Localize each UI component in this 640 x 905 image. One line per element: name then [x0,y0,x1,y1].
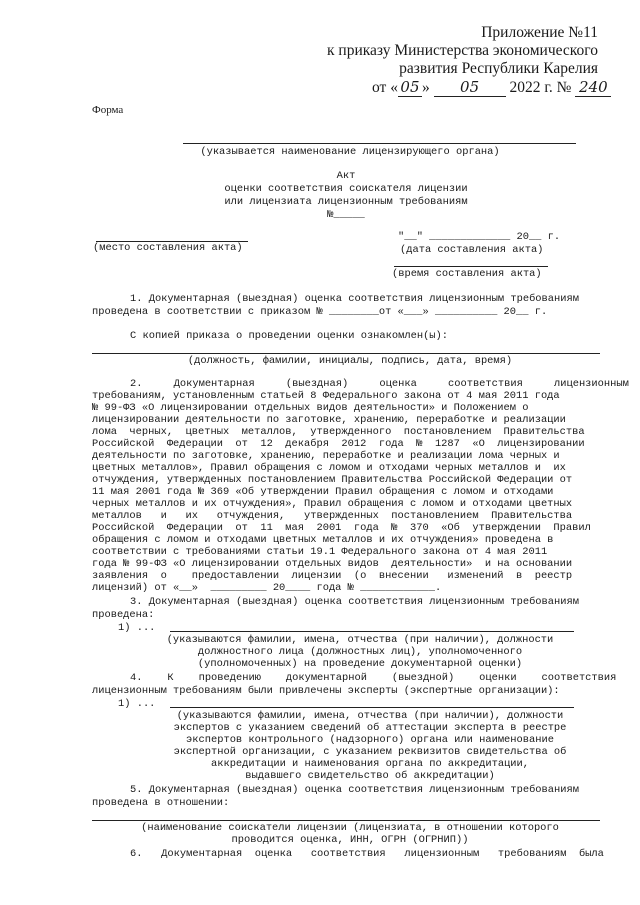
para1-line1: 1. Документарная (выездная) оценка соответствия лицензионным требованиям [130,293,579,305]
para2-line: отчуждения, утвержденных постановлением Правительства Российской Федерации от [92,474,573,486]
para2-line: цветных металлов», Правил обращения с ломом и отходами черных металлов и их [92,462,566,474]
para4-caption-6: выдавшего свидетельство об аккредитации) [245,770,495,782]
time-caption: (время составления акта) [392,268,542,280]
para4-line2: лицензионным требованиям были привлечены эксперты (экспертные организации): [92,685,560,697]
para3-item: 1) ... [118,622,156,634]
para4-line1: 4. К проведению документарной (выездной) оценки соответствия [130,672,617,684]
para4-caption-3: экспертов контрольного (надзорного) органа или наименование [186,734,554,746]
appendix-number: Приложение №11 [481,24,598,41]
para4-fill-line [170,707,574,708]
para2-line: заявления о предоставлении лицензии (о внесении изменений в реестр [92,570,573,582]
para5-fill-line [92,820,600,821]
para2-line: 2. Документарная (выездная) оценка соответствия лицензионным [130,378,629,390]
organ-line [183,143,576,144]
para4-caption-5: аккредитации и наименования органа по аккредитации, [210,758,529,770]
para2-line: соответствии с требованиями статьи 19.1 Федерального закона от 4 мая 2011 [92,546,548,558]
date-year: 2022 г. № [509,79,572,96]
para1-line2: проведена в соответствии с приказом № ________от «___» __________ 20__ г. [92,306,548,318]
para5-caption-2: проводится оценка, ИНН, ОГРН (ОГРНИП)) [231,834,469,846]
para3-caption-2: должностного лица (должностных лиц), уполномоченного [197,646,523,658]
para4-caption-4: экспертной организации, с указанием реквизитов свидетельства об [173,746,567,758]
para2-block [92,378,629,594]
acquainted-line [92,353,600,354]
para2-line: черных металлов и их отчуждения», Правил обращения с ломом и отходами цветных [92,498,573,510]
para4-caption-2: экспертов с указанием сведений об аттестации эксперта в реестре [173,722,567,734]
para3-caption-1: (указываются фамилии, имена, отчества (при наличии), должности [166,634,554,646]
para5-line1: 5. Документарная (выездная) оценка соответствия лицензионным требованиям [130,784,579,796]
para2-line: обращения с ломом и отходами цветных металлов и их отчуждения» проведена в [92,534,554,546]
acquainted-text: С копией приказа о проведении оценки ознакомлен(ы): [130,330,449,342]
date-day: 05 [398,78,422,97]
para2-line: Российской Федерации от 11 мая 2001 года № 370 «Об утверждении Правил [92,522,591,534]
para4-item: 1) ... [118,698,156,710]
title-number: №_____ [327,209,365,221]
date-fill-line: "__" _____________ 20__ г. [398,231,561,243]
para2-line: лицензировании деятельности по заготовке, хранению, переработке и реализации [92,414,566,426]
acquainted-caption: (должность, фамилии, инициалы, подпись, дата, время) [187,355,513,367]
para4-caption-1: (указываются фамилии, имена, отчества (при наличии), должности [176,710,564,722]
place-caption: (место составления акта) [93,242,243,254]
para6-line1: 6. Документарная оценка соответствия лицензионным требованиям была [130,848,604,860]
para3-line2: проведена: [92,609,155,621]
date-month: 05 [434,78,506,97]
para3-fill-line [170,631,574,632]
date-caption: (дата составления акта) [400,244,544,256]
para2-line: года № 99-ФЗ «О лицензировании отдельных видов деятельности» и на основании [92,558,573,570]
title-act: Акт [336,170,356,182]
time-line [394,266,548,267]
title-line-3: или лицензиата лицензионным требованиям [224,196,468,208]
forma-label: Форма [92,104,124,116]
date-quote: » [421,79,430,96]
appendix-date-line [372,78,608,97]
para2-line: № 99-ФЗ «О лицензировании отдельных видов деятельности» и Положением о [92,402,529,414]
para3-line1: 3. Документарная (выездная) оценка соответствия лицензионным требованиям [130,596,579,608]
para2-line: деятельности по заготовке, хранению, переработке и реализации лома черных и [92,450,560,462]
para2-line: 11 мая 2001 года № 369 «Об утверждении Правил обращения с ломом и отходами [92,486,554,498]
title-line-2: оценки соответствия соискателя лицензии [224,183,468,195]
para2-line: требованиям, установленным статьей 8 Федерального закона от 4 мая 2011 года [92,390,560,402]
date-prefix: от « [372,79,398,96]
para3-caption-3: (уполномоченных) на проведение документарной оценки) [197,658,523,670]
appendix-ministry: развития Республики Карелия [399,60,598,77]
para5-caption-1: (наименование соискатели лицензии (лицензиата, в отношении которого [141,822,559,834]
para2-line: металлов и их отчуждения, утвержденных постановлением Правительства [92,510,573,522]
para5-line2: проведена в отношении: [92,797,230,809]
para2-line: лицензий) от «__» _________ 20____ года № ____________. [92,582,442,594]
para2-line: Российской Федерации от 12 декабря 2012 года № 1287 «О лицензировании [92,438,585,450]
order-number: 240 [575,78,611,97]
organ-caption: (указывается наименование лицензирующего органа) [200,146,500,158]
appendix-order-ref: к приказу Министерства экономического [327,42,598,59]
para2-line: лома черных, цветных металлов, утвержденного постановлением Правительства [92,426,585,438]
